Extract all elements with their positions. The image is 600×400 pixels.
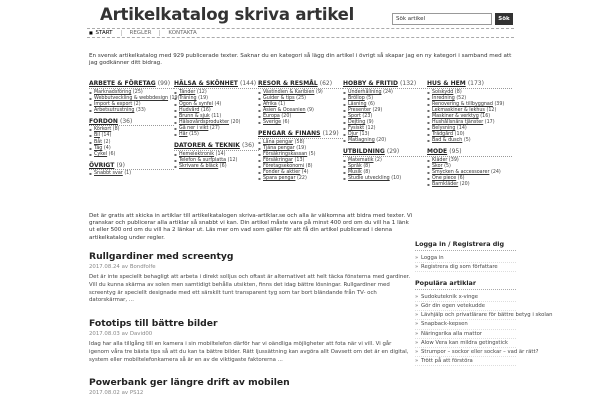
site-title[interactable]: Artikelkatalog skriva artikel	[100, 5, 355, 24]
category-name[interactable]: FORDON	[89, 117, 118, 125]
subcategory-link[interactable]: Asien & Oceanien	[263, 107, 306, 113]
subcategory-count: (14)	[215, 151, 226, 157]
subcategory-count: (39)	[448, 157, 459, 163]
nav-regler[interactable]: REGLER	[122, 30, 161, 36]
category-name[interactable]: RESOR & RESMÅL	[258, 80, 318, 87]
subcategory-item	[89, 108, 174, 114]
post-by: av	[121, 331, 129, 337]
subcategory-link[interactable]: Hudvård	[179, 107, 200, 113]
subcategory-count: (5)	[308, 151, 316, 157]
subcategory-link[interactable]: Skrivare & bläck	[179, 163, 219, 169]
subcategory-count: (20)	[230, 119, 241, 125]
subcategory-link[interactable]: Matlagning	[348, 138, 375, 144]
subcategory-item	[258, 120, 343, 126]
subcategory-count: (5)	[444, 163, 451, 169]
subcategory-count: (33)	[135, 107, 146, 113]
subcategory-link[interactable]: Tänder	[179, 89, 196, 95]
subcategory-link[interactable]: Brunn & sjuk	[179, 113, 210, 119]
category-count: (99)	[157, 80, 171, 87]
category-block	[427, 148, 512, 188]
subcategory-link[interactable]: Import & export	[94, 101, 133, 107]
login-heading: Logga in / Registrera dig	[415, 240, 516, 251]
subcategory-count: (58)	[294, 139, 305, 145]
popular-article-link[interactable]: » Gör din egen vetekudde	[415, 302, 516, 311]
subcategory-item	[343, 138, 428, 144]
category-column-1	[89, 80, 180, 181]
category-heading-fordon[interactable]	[89, 118, 174, 127]
subcategory-count: (23)	[362, 113, 373, 119]
header	[87, 4, 514, 26]
category-count: (173)	[467, 80, 484, 87]
category-block	[89, 80, 180, 114]
subcategory-count: (12)	[196, 89, 207, 95]
main-nav	[87, 29, 514, 37]
subcategory-count: (6)	[457, 176, 465, 182]
popular-article-link[interactable]: » Alow Vera kan mildra getingstick	[415, 339, 516, 348]
subcategory-link[interactable]: Sverige	[263, 119, 282, 125]
category-block	[174, 142, 259, 170]
subcategory-link[interactable]: Dejting	[348, 119, 366, 125]
category-name[interactable]: ÖVRIGT	[89, 161, 115, 169]
subcategory-link[interactable]: Spara pengar	[263, 176, 296, 182]
popular-article-link[interactable]: » Sudokuteknik x-vinge	[415, 293, 516, 302]
category-count: (62)	[319, 80, 333, 87]
category-heading-resor-resmal[interactable]	[258, 80, 343, 89]
subcategory-count: (10)	[454, 132, 465, 138]
subcategory-item	[427, 138, 512, 144]
subcategory-link[interactable]: Telefon & surfplatta	[179, 157, 227, 163]
post-date: 2017.08.02	[89, 390, 120, 396]
category-block	[174, 80, 259, 138]
subcategory-count: (4)	[214, 101, 222, 107]
subcategory-link[interactable]: Snabbt svar	[94, 171, 123, 177]
nav-divider-bottom	[87, 37, 514, 38]
subcategory-link[interactable]: Låna pengar	[263, 139, 294, 145]
subcategory-link[interactable]: Cykel	[94, 151, 108, 157]
category-heading-mode[interactable]	[427, 148, 512, 157]
post-meta	[89, 390, 413, 397]
subcategory-link[interactable]: Musik	[348, 170, 362, 176]
subcategory-link[interactable]: Afrika	[263, 101, 277, 107]
post	[89, 251, 413, 305]
popular-article-link[interactable]: » Strumpor – sockor eller sockar – vad är rätt?	[415, 348, 516, 357]
category-name[interactable]: UTBILDNING	[343, 148, 385, 156]
subcategory-link[interactable]: Renovering & tillbyggnad	[432, 101, 493, 107]
subcategory-list	[174, 90, 259, 139]
post-date: 2017.08.03	[89, 331, 120, 337]
subcategory-count: (12)	[486, 107, 497, 113]
subcategory-link[interactable]: Lekmaskiner & lekhus	[432, 107, 485, 113]
subcategory-count: (14)	[456, 126, 467, 132]
subcategory-link[interactable]: Försäkringar	[263, 157, 294, 163]
subcategory-link[interactable]: Presenter	[348, 107, 371, 113]
subcategory-item	[258, 176, 343, 182]
subcategory-count: (8)	[112, 127, 120, 133]
subcategory-list	[343, 90, 428, 145]
subcategory-count: (25)	[296, 95, 306, 101]
subcategory-link[interactable]: Läsning	[348, 101, 367, 107]
category-block	[427, 80, 512, 144]
nav-start-label: START	[95, 30, 113, 36]
subcategory-item	[174, 164, 259, 170]
login-links	[415, 254, 516, 272]
post-by: av	[121, 264, 129, 270]
subcategory-count: (15)	[189, 132, 199, 138]
subcategory-count: (5)	[366, 95, 374, 101]
subcategory-count: (24)	[383, 89, 393, 95]
subcategory-count: (17)	[484, 119, 495, 125]
subcategory-list	[89, 171, 174, 177]
subcategory-link[interactable]: Bröllop	[348, 95, 365, 101]
subcategory-count: (12)	[227, 157, 238, 163]
post-by: av	[121, 390, 129, 396]
subcategory-link[interactable]: Matematik	[348, 157, 374, 163]
subcategory-count: (24)	[490, 170, 501, 176]
subcategory-count: (13)	[359, 132, 370, 138]
category-block	[89, 162, 174, 178]
post-title[interactable]: Powerbank ger längre drift av mobilen	[89, 377, 290, 388]
subcategory-link[interactable]: Tåg	[94, 145, 103, 151]
post-date: 2017.08.24	[89, 264, 120, 270]
subcategory-count: (12)	[365, 126, 376, 132]
post-meta	[89, 331, 413, 338]
category-count: (9)	[116, 161, 125, 169]
category-name[interactable]: PENGAR & FINANS	[258, 130, 321, 138]
subcategory-link[interactable]: Arbetsutrustning	[94, 107, 135, 113]
subcategory-count: (1)	[124, 171, 132, 177]
login-link[interactable]: » Logga in	[415, 254, 516, 263]
subcategory-link[interactable]: Trädgård	[432, 132, 454, 138]
category-heading-halsa-skonhet[interactable]	[174, 80, 259, 89]
category-block	[89, 118, 174, 158]
subcategory-link[interactable]: Ögon & synfel	[179, 101, 213, 107]
category-block	[258, 80, 343, 126]
subcategory-count: (20)	[281, 113, 292, 119]
subcategory-count: (1)	[278, 101, 286, 107]
subcategory-count: (8)	[363, 163, 371, 169]
bullet-icon: ■	[89, 30, 93, 35]
category-heading-hus-hem[interactable]	[427, 80, 512, 89]
subcategory-link[interactable]: Europa	[263, 113, 280, 119]
intro-text: En svensk artikelkatalog med 929 publicerade texter. Saknar du en kategori så lägg din artikel i övrigt så skapar jag en ny kategori i samband med att jag godkänner ditt bidrag.	[89, 53, 512, 66]
subcategory-link[interactable]: Guider & tips	[263, 95, 295, 101]
subcategory-count: (2)	[133, 101, 141, 107]
subcategory-list	[258, 140, 343, 183]
subcategory-link[interactable]: Körkort	[94, 127, 112, 133]
subcategory-count: (10)	[391, 176, 402, 182]
subcategory-link[interactable]: Smycken & accessoarer	[432, 170, 490, 176]
category-name[interactable]: DATORER & TEKNIK	[174, 142, 240, 150]
subcategory-count: (11)	[211, 113, 222, 119]
subcategory-link[interactable]: Fysiskt	[348, 126, 365, 132]
subcategory-link[interactable]: Hushållsnära tjänster	[432, 119, 484, 125]
subcategory-count: (8)	[363, 170, 371, 176]
subcategory-link[interactable]: Träning	[179, 95, 197, 101]
post	[89, 377, 413, 397]
search-button[interactable]: Sök	[495, 13, 513, 25]
popular-heading: Populära artiklar	[415, 279, 516, 290]
category-column-3	[258, 80, 343, 186]
subcategory-count: (6)	[108, 151, 116, 157]
subcategory-link[interactable]: One piece	[432, 176, 457, 182]
subcategory-count: (4)	[301, 170, 309, 176]
login-link[interactable]: » Registrera dig som författare	[415, 263, 516, 272]
category-count: (29)	[386, 148, 400, 156]
nav-start[interactable]	[87, 30, 122, 36]
subcategory-link[interactable]: Studie utveckling	[348, 176, 390, 182]
subcategory-count: (39)	[494, 101, 505, 107]
category-heading-utbildning[interactable]	[343, 148, 428, 157]
category-heading-hobby-fritid[interactable]	[343, 80, 428, 89]
subcategory-link[interactable]: Djur	[348, 132, 359, 138]
subcategory-link[interactable]: Västindien & Karibien	[263, 89, 315, 95]
subcategory-count: (29)	[372, 107, 383, 113]
post-title[interactable]: Rullgardiner med screentyg	[89, 251, 234, 262]
category-heading-pengar-finans[interactable]	[258, 130, 343, 139]
sidebar	[415, 240, 553, 366]
subcategory-item	[427, 182, 512, 188]
category-heading-datorer-teknik[interactable]	[174, 142, 259, 151]
post-title[interactable]: Fototips till bättre bilder	[89, 318, 218, 329]
subcategory-count: (5)	[463, 138, 471, 144]
subcategory-count: (20)	[376, 138, 387, 144]
subcategory-link[interactable]: Skor	[432, 163, 443, 169]
search-input[interactable]	[392, 13, 492, 25]
subcategory-count: (19)	[169, 95, 180, 101]
subcategory-count: (52)	[456, 95, 467, 101]
subcategory-count: (19)	[198, 95, 208, 101]
subcategory-count: (4)	[103, 145, 111, 151]
popular-article-link[interactable]: » Näringsrika alla mattor	[415, 330, 516, 339]
subcategory-list	[427, 90, 512, 145]
subcategory-count: (9)	[366, 119, 374, 125]
subcategory-link[interactable]: Bad & dusch	[432, 138, 463, 144]
subcategory-link[interactable]: Sport	[348, 113, 361, 119]
category-block	[258, 130, 343, 182]
category-column-5	[427, 80, 512, 192]
subcategory-list	[89, 89, 180, 114]
subcategory-link[interactable]: Tjäna pengar	[263, 145, 295, 151]
subcategory-item	[343, 176, 428, 182]
info-text: Det är gratis att skicka in artiklar till artikelkatalogen skriva-artiklar.se och alla är välkomna att bidra med texter. Vi granskar och publicerar alla artiklar så snabbt vi kan. Din artikel måste vara på minst 400 ord om du vill ha 1 länk ut eller 500 ord om du vill ha 2 länkar ut. Läs mer om vad som gäller för att få din artikel publicerad i denna artikelkatalog under regler.	[89, 213, 413, 241]
post-author[interactable]: PS12	[129, 390, 144, 396]
subcategory-count: (6)	[282, 119, 290, 125]
subcategory-count: (19)	[296, 145, 307, 151]
post-excerpt: Det är inte speciellt behagligt att arbeta i direkt solljus och oftast är alternativet att helt täcka fönsterna med gardiner. Vill du kunna skärma av solen men samtidigt behålla utsikten, finns det idag bättre lösningar. Rullgardiner med screentyg är speciellt designade med ett särskilt tunt transparent tyg som tar bort bländande från TV- och datorskärmar, ...	[89, 274, 411, 304]
subcategory-link[interactable]: Hår	[179, 132, 188, 138]
category-column-4	[343, 80, 428, 186]
subcategory-link[interactable]: Hälsovårdsprodukter	[179, 119, 230, 125]
nav-kontakta[interactable]: KONTAKTA	[168, 30, 197, 36]
category-block	[343, 148, 428, 182]
subcategory-link[interactable]: Hemelektronik	[179, 151, 215, 157]
subcategory-item	[89, 152, 174, 158]
subcategory-item	[89, 171, 174, 177]
subcategory-count: (16)	[200, 107, 211, 113]
subcategory-count: (6)	[368, 101, 375, 107]
subcategory-count: (6)	[219, 163, 227, 169]
category-count: (36)	[241, 142, 255, 150]
post-meta	[89, 264, 413, 271]
category-heading-ovrigt[interactable]	[89, 162, 174, 171]
post-author[interactable]: David00	[129, 331, 153, 337]
subcategory-link[interactable]: Barnkläder	[432, 182, 459, 188]
subcategory-count: (9)	[315, 89, 323, 95]
subcategory-link[interactable]: Belysning	[432, 126, 456, 132]
category-heading-arbete-foretag[interactable]	[89, 80, 174, 89]
category-name[interactable]: HOBBY & FRITID	[343, 80, 398, 87]
subcategory-link[interactable]: Språk	[348, 163, 362, 169]
subcategory-link[interactable]: Fonder & aktier	[263, 170, 301, 176]
category-count: (144)	[240, 80, 257, 87]
category-count: (36)	[120, 117, 133, 125]
post	[89, 318, 413, 364]
subcategory-list	[174, 152, 259, 170]
subcategory-count: (8)	[305, 163, 313, 169]
subcategory-count: (2)	[375, 157, 382, 163]
post-author[interactable]: Bondfolfe	[129, 264, 156, 270]
subcategory-count: (14)	[101, 133, 112, 139]
subcategory-link[interactable]: Webbutveckling & webbdesign	[94, 95, 169, 101]
subcategory-link[interactable]: Inredning	[432, 95, 455, 101]
popular-links	[415, 293, 553, 366]
subcategory-item	[174, 132, 259, 138]
subcategory-link[interactable]: Maskiner & verktyg	[432, 113, 479, 119]
subcategory-count: (22)	[297, 176, 307, 182]
category-count: (132)	[400, 80, 417, 87]
subcategory-link[interactable]: Försäkringskassan	[263, 151, 308, 157]
subcategory-count: (27)	[209, 126, 220, 132]
subcategory-link[interactable]: Kläder	[432, 157, 448, 163]
subcategory-count: (16)	[480, 113, 491, 119]
subcategory-count: (20)	[459, 182, 470, 188]
category-block	[343, 80, 428, 144]
subcategory-link[interactable]: Bil	[94, 133, 100, 139]
subcategory-count: (2)	[103, 139, 111, 145]
popular-article-link[interactable]: » Trött på att förstöra	[415, 357, 516, 366]
subcategory-link[interactable]: Solskydd	[432, 89, 454, 95]
category-column-2	[174, 80, 259, 174]
subcategory-count: (8)	[454, 89, 462, 95]
subcategory-list	[89, 127, 174, 157]
subcategory-link[interactable]: Företagsekonomi	[263, 163, 305, 169]
popular-article-link[interactable]: » Snapback-kepsen	[415, 320, 516, 329]
subcategory-list	[258, 90, 343, 127]
subcategory-list	[427, 158, 512, 188]
subcategory-link[interactable]: Marknadsföring	[94, 89, 132, 95]
subcategory-count: (13)	[294, 157, 305, 163]
category-name[interactable]: ARBETE & FÖRETAG	[89, 80, 156, 87]
category-count: (95)	[449, 148, 462, 156]
category-count: (129)	[322, 130, 339, 138]
subcategory-link[interactable]: Båt	[94, 139, 103, 145]
category-name[interactable]: MODE	[427, 148, 448, 156]
subcategory-count: (25)	[132, 89, 143, 95]
post-excerpt: Idag har alla tillgång till en kamera i sin mobiltelefon därför har vi oändliga möjligheter att fota när vi vill. Vi går igenom våra tre bästa tips så att du kan ta bättre bilder. Rätt ljussättning kan avgöra allt Oavsett om det är en digital, system eller mobiltelefonkamera så är en av de viktigaste faktorerna ...	[89, 341, 409, 363]
subcategory-link[interactable]: Underhållning	[348, 89, 382, 95]
subcategory-count: (9)	[307, 107, 314, 113]
subcategory-list	[343, 158, 428, 182]
category-name[interactable]: HUS & HEM	[427, 80, 466, 87]
category-name[interactable]: HÄLSA & SKÖNHET	[174, 80, 238, 87]
popular-article-link[interactable]: » Lävhjälp och privatlärare för bättre betyg i skolan	[415, 311, 516, 320]
subcategory-link[interactable]: Gå ner i vikt	[179, 126, 209, 132]
